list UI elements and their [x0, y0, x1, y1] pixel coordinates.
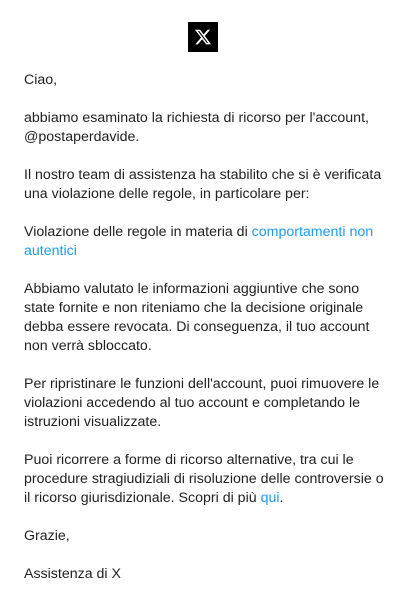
inauthentic-behavior-link[interactable]: comportamenti non autentici — [24, 224, 374, 259]
signature: Assistenza di X — [24, 566, 121, 582]
closing: Grazie, — [24, 528, 70, 544]
paragraph-alternatives — [24, 451, 384, 508]
greeting: Ciao, — [24, 72, 58, 88]
paragraph-decision: Abbiamo valutato le informazioni aggiuntive che sono state fornite e non riteniamo che la decisione originale debba essere revocata. Di conseguenza, il tuo account non verrà sbloccato. — [24, 281, 370, 354]
x-logo — [188, 22, 218, 52]
alternatives-period: . — [279, 490, 284, 506]
learn-more-link[interactable]: qui — [260, 490, 280, 506]
paragraph-rule — [24, 223, 384, 261]
paragraph-violation: Il nostro team di assistenza ha stabilito che si è verificata una violazione delle regole, in particolare per: — [24, 167, 382, 202]
rule-text: Violazione delle regole in materia di — [24, 224, 252, 240]
paragraph-review: abbiamo esaminato la richiesta di ricorso per l'account, @postaperdavide. — [24, 110, 369, 145]
email-body — [24, 71, 384, 603]
alternatives-text: Puoi ricorrere a forme di ricorso alternative, tra cui le procedure stragiudiziali di risoluzione delle controversie o il ricorso giurisdizionale. Scopri di più — [24, 452, 384, 506]
paragraph-restore: Per ripristinare le funzioni dell'account, puoi rimuovere le violazioni accedendo al tuo account e completando le istruzioni visualizzate. — [24, 376, 380, 430]
x-logo-icon — [194, 28, 212, 46]
